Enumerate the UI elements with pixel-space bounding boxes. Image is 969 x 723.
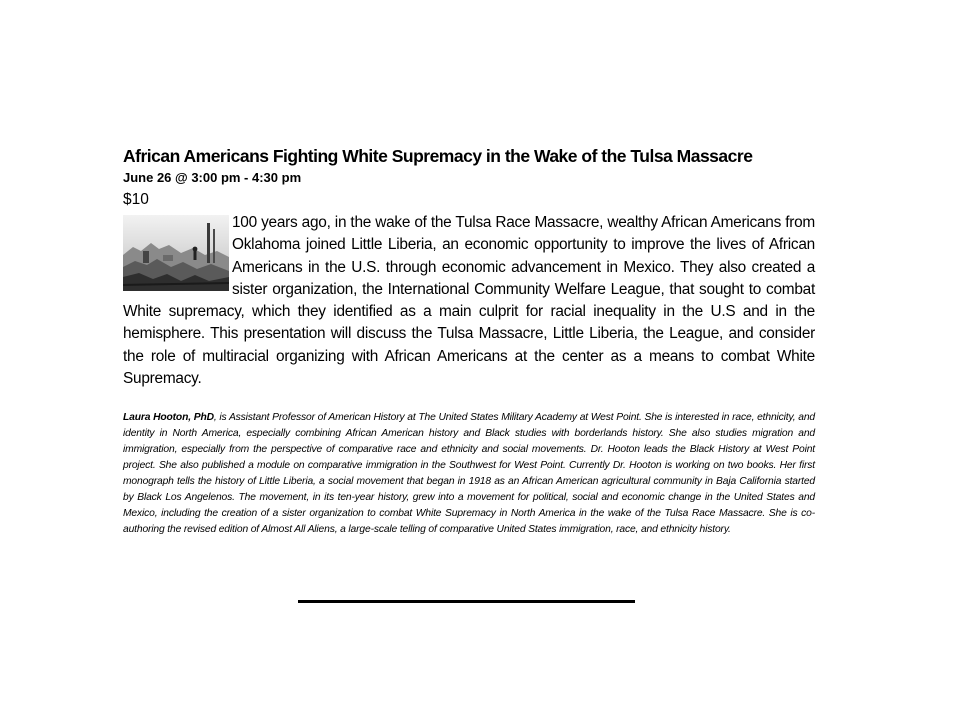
speaker-name: Laura Hooton, PhD [123, 412, 214, 424]
historic-photo-icon [123, 215, 229, 291]
event-title: African Americans Fighting White Supremacy in the Wake of the Tulsa Massacre [123, 146, 753, 166]
divider-line [298, 600, 635, 603]
event-description-block [123, 212, 815, 390]
event-listing [123, 144, 815, 538]
event-description: 100 years ago, in the wake of the Tulsa Race Massacre, wealthy African Americans from Oklahoma joined Little Liberia, an economic opportunity to improve the lives of African Americans in the U.S. through economic advancement in Mexico. They also created a sister organization, the International Community Welfare League, that sought to combat White supremacy, which they identified as a main culprit for racial inequality in the U.S and in the hemisphere. This presentation will discuss the Tulsa Massacre, Little Liberia, the League, and consider the role of multiracial organizing with African Americans at the center as a means to combat White Supremacy. [123, 214, 815, 388]
speaker-bio [123, 410, 815, 538]
event-date: June 26 @ 3:00 pm - 4:30 pm [123, 170, 302, 185]
speaker-bio-text: , is Assistant Professor of American History at The United States Military Academy at West Point. She is interested in race, ethnicity, and identity in North America, especially combining African American history and Black studies with borderlands history. She also studies migration and immigration, especially from the perspective of comparative race and ethnicity and social movements. Dr. Hooton leads the Black History at West Point project. She also published a module on comparative immigration in the Southwest for West Point. Currently Dr. Hooton is working on two books. Her first monograph tells the history of Little Liberia, a social movement that began in 1918 as an African American agricultural community in Baja California started by Black Los Angelenos. The movement, in its ten-year history, grew into a movement for political, social and economic change in the United States and Mexico, including the creation of a sister organization to combat White Supremacy in North America in the wake of the Tulsa Race Massacre. She is co-authoring the revised edition of Almost All Aliens, a large-scale telling of comparative United States immigration, race, and ethnicity history. [123, 412, 815, 536]
event-price: $10 [123, 191, 149, 208]
